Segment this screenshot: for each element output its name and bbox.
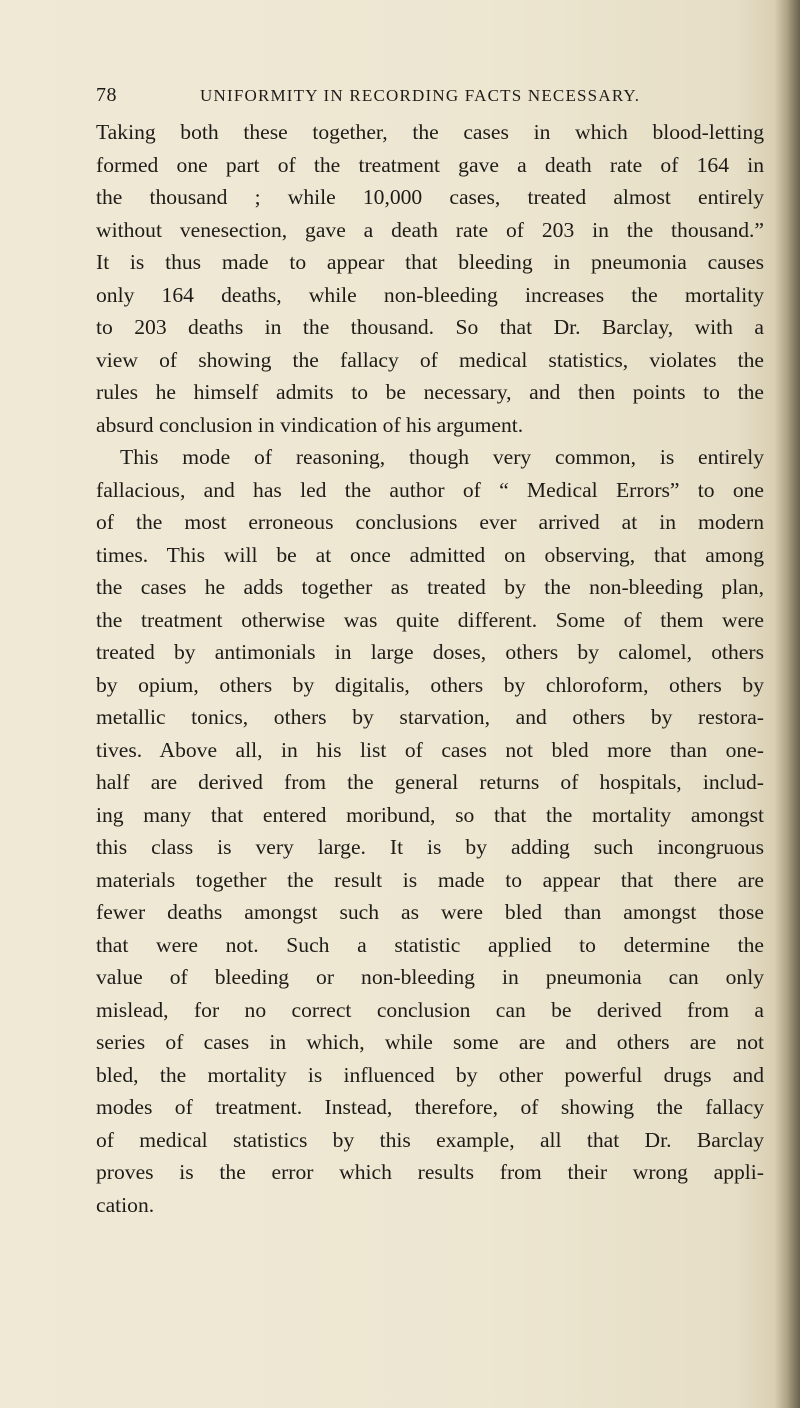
text-line: absurd conclusion in vindication of his argument. [96, 412, 524, 437]
text-line: times. This will be at once admitted on observing, that among [96, 542, 764, 567]
text-line: ing many that entered moribund, so that the mortality amongst [96, 802, 764, 827]
text-line: cation. [96, 1192, 155, 1217]
text-line: half are derived from the general returns of hospitals, includ- [96, 770, 764, 794]
text-line: bled, the mortality is influenced by other powerful drugs and [96, 1062, 764, 1087]
text-line: fallacious, and has led the author of “ Medical Errors” to one [96, 477, 764, 502]
page-header [96, 84, 696, 112]
text-line: only 164 deaths, while non-bleeding increases the mortality [96, 282, 764, 307]
paragraph-start-line: This mode of reasoning, though very common, is entirely [120, 445, 764, 469]
text-line: series of cases in which, while some are and others are not [96, 1030, 764, 1054]
text-line: of medical statistics by this example, all that Dr. Barclay [96, 1127, 764, 1152]
text-line: formed one part of the treatment gave a death rate of 164 in [96, 152, 764, 177]
text-line: value of bleeding or non-bleeding in pneumonia can only [96, 965, 764, 989]
text-line: metallic tonics, others by starvation, and others by restora- [96, 705, 764, 729]
text-line: the cases he adds together as treated by the non-bleeding plan, [96, 575, 764, 599]
text-line: of the most erroneous conclusions ever arrived at in modern [96, 510, 764, 534]
text-line: fewer deaths amongst such as were bled than amongst those [96, 900, 764, 924]
running-head: UNIFORMITY IN RECORDING FACTS NECESSARY. [200, 86, 641, 105]
text-line: view of showing the fallacy of medical statistics, violates the [96, 347, 764, 372]
text-line: modes of treatment. Instead, therefore, of showing the fallacy [96, 1095, 764, 1119]
page-edge-shadow [774, 0, 800, 1408]
body-text [96, 116, 764, 1221]
text-line: that were not. Such a statistic applied to determine the [96, 932, 764, 957]
text-line: by opium, others by digitalis, others by chloroform, others by [96, 672, 764, 697]
text-line: the treatment otherwise was quite different. Some of them were [96, 607, 764, 632]
text-line: this class is very large. It is by adding such incongruous [96, 835, 764, 859]
text-line: tives. Above all, in his list of cases not bled more than one- [96, 737, 764, 762]
text-line: treated by antimonials in large doses, others by calomel, others [96, 640, 764, 664]
text-line: the thousand ; while 10,000 cases, treated almost entirely [96, 185, 764, 209]
text-line: proves is the error which results from their wrong appli- [96, 1160, 764, 1184]
page-number: 78 [96, 84, 117, 106]
text-line: without venesection, gave a death rate of 203 in the thousand.” [96, 217, 764, 242]
text-line: rules he himself admits to be necessary, and then points to the [96, 380, 764, 404]
text-line: It is thus made to appear that bleeding in pneumonia causes [96, 250, 764, 274]
text-line: mislead, for no correct conclusion can be derived from a [96, 997, 764, 1022]
text-line: materials together the result is made to appear that there are [96, 867, 764, 892]
text-line: to 203 deaths in the thousand. So that Dr. Barclay, with a [96, 315, 764, 339]
text-line: Taking both these together, the cases in which blood-letting [96, 120, 764, 144]
